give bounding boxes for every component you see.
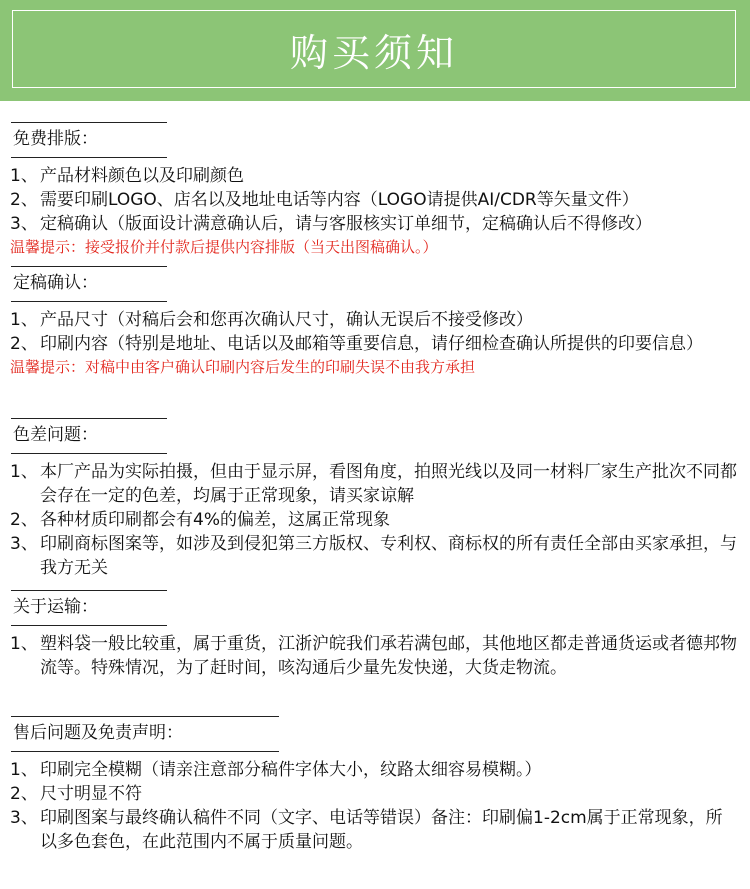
item-text: 产品尺寸（对稿后会和您再次确认尺寸，确认无误后不接受修改） bbox=[40, 310, 533, 330]
item-number: 2、 bbox=[10, 190, 38, 210]
divider bbox=[11, 716, 279, 717]
item-number: 1、 bbox=[10, 166, 38, 186]
list-item bbox=[0, 460, 750, 508]
item-text: 印刷商标图案等，如涉及到侵犯第三方版权、专利权、商标权的所有责任全部由买家承担，与我方无关 bbox=[40, 534, 737, 578]
item-number: 1、 bbox=[10, 760, 38, 780]
item-number: 1、 bbox=[10, 462, 38, 482]
divider bbox=[11, 453, 167, 454]
item-number: 3、 bbox=[10, 214, 38, 234]
header-banner bbox=[0, 0, 750, 101]
divider bbox=[11, 266, 167, 267]
section-final-confirm bbox=[0, 266, 750, 378]
divider bbox=[11, 625, 167, 626]
item-text: 印刷内容（特别是地址、电话以及邮箱等重要信息，请仔细检查确认所提供的印要信息） bbox=[40, 334, 703, 354]
section-heading-label: 色差问题： bbox=[13, 425, 98, 445]
section-heading bbox=[0, 122, 750, 158]
list-item bbox=[0, 758, 750, 782]
item-text: 本厂产品为实际拍摄，但由于显示屏，看图角度，拍照光线以及同一材料厂家生产批次不同都会存在一定的色差，均属于正常现象，请买家谅解 bbox=[40, 462, 737, 506]
section-heading-label: 售后问题及免责声明： bbox=[13, 723, 183, 743]
item-list bbox=[0, 164, 750, 236]
item-number: 3、 bbox=[10, 808, 38, 828]
divider bbox=[11, 157, 167, 158]
item-number: 2、 bbox=[10, 784, 38, 804]
section-shipping bbox=[0, 590, 750, 680]
item-number: 1、 bbox=[10, 310, 38, 330]
section-free-layout bbox=[0, 122, 750, 258]
divider bbox=[11, 122, 167, 123]
item-list bbox=[0, 758, 750, 854]
item-text: 塑料袋一般比较重，属于重货，江浙沪皖我们承若满包邮，其他地区都走普通货运或者德邦物流等。特殊情况，为了赶时间，咳沟通后少量先发快递，大货走物流。 bbox=[40, 634, 737, 678]
item-text: 各种材质印刷都会有4%的偏差，这属正常现象 bbox=[40, 510, 390, 530]
section-heading bbox=[0, 266, 750, 302]
item-number: 2、 bbox=[10, 510, 38, 530]
section-heading-label: 定稿确认： bbox=[13, 273, 98, 293]
item-text: 产品材料颜色以及印刷颜色 bbox=[40, 166, 244, 186]
list-item bbox=[0, 164, 750, 188]
item-number: 2、 bbox=[10, 334, 38, 354]
page-title: 购买须知 bbox=[289, 30, 458, 75]
list-item bbox=[0, 632, 750, 680]
warm-tip: 温馨提示：接受报价并付款后提供内容排版（当天出图稿确认。） bbox=[10, 238, 438, 256]
header-frame bbox=[12, 10, 736, 88]
section-after-sales bbox=[0, 716, 750, 854]
section-heading bbox=[0, 716, 750, 752]
section-heading-label: 免费排版： bbox=[13, 129, 98, 149]
list-item bbox=[0, 332, 750, 356]
list-item bbox=[0, 532, 750, 580]
section-heading bbox=[0, 590, 750, 626]
list-item bbox=[0, 308, 750, 332]
item-text: 印刷完全模糊（请亲注意部分稿件字体大小，纹路太细容易模糊。） bbox=[40, 760, 542, 780]
section-heading bbox=[0, 418, 750, 454]
warm-tip: 温馨提示：对稿中由客户确认印刷内容后发生的印刷失误不由我方承担 bbox=[10, 358, 476, 376]
divider bbox=[11, 301, 167, 302]
item-list bbox=[0, 460, 750, 580]
item-text: 印刷图案与最终确认稿件不同（文字、电话等错误）备注：印刷偏1-2cm属于正常现象，所以多色套色，在此范围内不属于质量问题。 bbox=[40, 808, 723, 852]
list-item bbox=[0, 782, 750, 806]
item-list bbox=[0, 632, 750, 680]
list-item bbox=[0, 212, 750, 236]
section-heading-label: 关于运输： bbox=[13, 597, 98, 617]
item-text: 尺寸明显不符 bbox=[40, 784, 142, 804]
list-item bbox=[0, 508, 750, 532]
list-item bbox=[0, 188, 750, 212]
item-list bbox=[0, 308, 750, 356]
divider bbox=[11, 418, 167, 419]
section-color-difference bbox=[0, 418, 750, 580]
item-text: 定稿确认（版面设计满意确认后，请与客服核实订单细节，定稿确认后不得修改） bbox=[40, 214, 652, 234]
item-text: 需要印刷LOGO、店名以及地址电话等内容（LOGO请提供AI/CDR等矢量文件） bbox=[40, 190, 639, 210]
divider bbox=[11, 751, 279, 752]
divider bbox=[11, 590, 167, 591]
list-item bbox=[0, 806, 750, 854]
item-number: 1、 bbox=[10, 634, 38, 654]
item-number: 3、 bbox=[10, 534, 38, 554]
